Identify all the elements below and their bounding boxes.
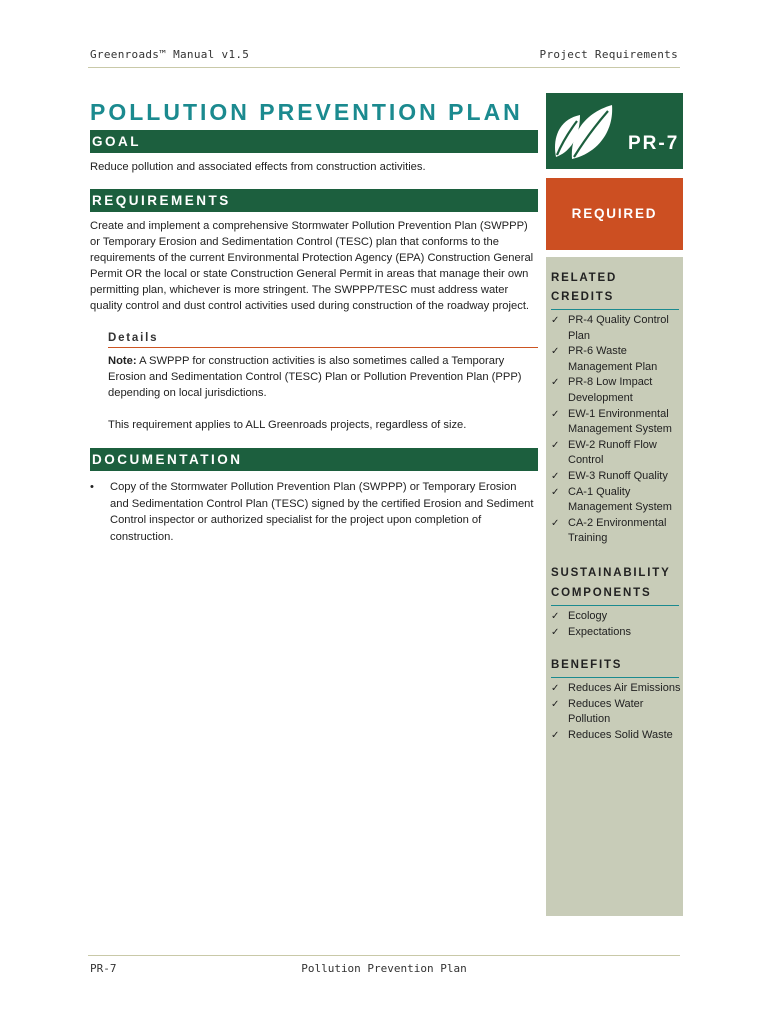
goal-text: Reduce pollution and associated effects from construction activities. bbox=[90, 161, 426, 173]
list-item bbox=[551, 375, 683, 406]
list-item bbox=[551, 681, 683, 697]
check-icon: ✓ bbox=[551, 470, 560, 482]
header-divider bbox=[88, 67, 680, 68]
documentation-heading: DOCUMENTATION bbox=[90, 448, 538, 471]
list-item bbox=[551, 697, 683, 728]
requirements-text: Create and implement a comprehensive Stormwater Pollution Prevention Plan (SWPPP) or Temporary Erosion and Sedimentation Control (TESC) plan that conforms to the requirements of the current Environmental Protection Agency (EPA) Construction General Permit OR the local or state Construction General Permit in areas that manage their own permitting plan, whichever is more stringent. The SWPPP/TESC must address water quality control and dust control activities used during construction of the roadway project. bbox=[90, 220, 534, 312]
leaf-icon bbox=[550, 99, 616, 163]
list-item bbox=[551, 485, 683, 516]
related-credit-label: PR-4 Quality Control Plan bbox=[568, 314, 669, 342]
check-icon: ✓ bbox=[551, 698, 560, 710]
check-icon: ✓ bbox=[551, 377, 560, 389]
check-icon: ✓ bbox=[551, 408, 560, 420]
check-icon: ✓ bbox=[551, 683, 560, 695]
check-icon: ✓ bbox=[551, 486, 560, 498]
credit-code: PR-7 bbox=[628, 133, 680, 154]
related-credit-label: CA-1 Quality Management System bbox=[568, 485, 672, 514]
main-content bbox=[90, 98, 538, 545]
documentation-item-text: Copy of the Stormwater Pollution Prevention Plan (SWPPP) or Temporary Erosion and Sedimentation Control Plan (TESC) signed by the certified Erosion and Sediment Control inspector or authorized specialist for the project upon completion of construction. bbox=[110, 481, 534, 543]
sustainability-list bbox=[546, 609, 683, 640]
benefits-list bbox=[546, 681, 683, 743]
check-icon: ✓ bbox=[551, 729, 560, 741]
sustainability-label: Ecology bbox=[568, 609, 608, 622]
list-item bbox=[551, 625, 683, 641]
details-section bbox=[108, 332, 538, 433]
note-label: Note: bbox=[108, 355, 137, 367]
related-credit-label: EW-1 Environmental Management System bbox=[568, 407, 672, 436]
list-item bbox=[551, 438, 683, 469]
benefit-label: Reduces Solid Waste bbox=[568, 728, 673, 741]
list-item bbox=[551, 313, 683, 344]
related-credit-label: EW-2 Runoff Flow Control bbox=[568, 438, 657, 467]
list-item bbox=[551, 344, 683, 375]
bullet-icon: • bbox=[90, 481, 94, 493]
check-icon: ✓ bbox=[551, 439, 560, 451]
list-item bbox=[551, 407, 683, 438]
related-credit-label: CA-2 Environmental Training bbox=[568, 516, 667, 545]
documentation-item bbox=[90, 479, 538, 545]
required-badge: REQUIRED bbox=[546, 178, 683, 250]
sidebar-panel bbox=[546, 257, 683, 916]
page-title: POLLUTION PREVENTION PLAN bbox=[90, 99, 523, 125]
list-item bbox=[551, 728, 683, 744]
related-credit-label: EW-3 Runoff Quality bbox=[568, 469, 668, 482]
list-item bbox=[551, 516, 683, 547]
header-section-title: Project Requirements bbox=[539, 48, 678, 61]
benefit-label: Reduces Water Pollution bbox=[568, 697, 644, 726]
sustainability-label: Expectations bbox=[568, 625, 631, 638]
list-item bbox=[551, 609, 683, 625]
sustainability-heading: SUSTAINABILITY COMPONENTS bbox=[551, 563, 679, 606]
footer-divider bbox=[88, 955, 680, 956]
credit-badge bbox=[546, 93, 683, 169]
details-note bbox=[108, 353, 538, 401]
check-icon: ✓ bbox=[551, 346, 560, 358]
footer-page-code: PR-7 bbox=[90, 962, 117, 975]
check-icon: ✓ bbox=[551, 517, 560, 529]
details-applies: This requirement applies to ALL Greenroads projects, regardless of size. bbox=[108, 419, 467, 431]
related-credits-heading: RELATED CREDITS bbox=[551, 269, 679, 310]
check-icon: ✓ bbox=[551, 610, 560, 622]
note-text: A SWPPP for construction activities is also sometimes called a Temporary Erosion and Sedimentation Control (TESC) Plan or Pollution Prevention Plan (PPP) depending on local jurisdictions. bbox=[108, 355, 522, 399]
list-item bbox=[551, 469, 683, 485]
benefits-heading: BENEFITS bbox=[551, 656, 679, 678]
check-icon: ✓ bbox=[551, 315, 560, 326]
goal-heading: GOAL bbox=[90, 130, 538, 153]
related-credits-list bbox=[546, 313, 683, 547]
check-icon: ✓ bbox=[551, 626, 560, 638]
details-heading: Details bbox=[108, 332, 538, 348]
benefit-label: Reduces Air Emissions bbox=[568, 682, 681, 695]
footer-title: Pollution Prevention Plan bbox=[301, 962, 467, 975]
requirements-heading: REQUIREMENTS bbox=[90, 189, 538, 212]
related-credit-label: PR-6 Waste Management Plan bbox=[568, 345, 658, 373]
related-credit-label: PR-8 Low Impact Development bbox=[568, 376, 653, 404]
header-manual-title: Greenroads™ Manual v1.5 bbox=[90, 48, 250, 61]
